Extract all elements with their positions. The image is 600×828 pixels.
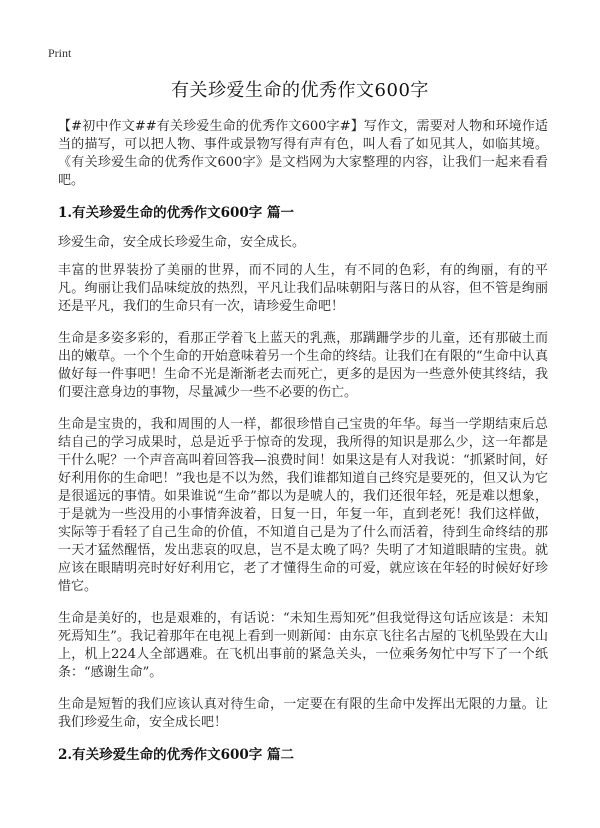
paragraph: 珍爱生命，安全成长珍爱生命，安全成长。 bbox=[58, 235, 306, 250]
print-link[interactable]: Print bbox=[48, 46, 72, 60]
page-title: 有关珍爱生命的优秀作文600字 bbox=[171, 80, 429, 101]
section-heading-1: 1.有关珍爱生命的优秀作文600字 篇一 bbox=[58, 205, 294, 221]
paragraph: 丰富的世界装扮了美丽的世界，而不同的人生，有不同的色彩，有的绚丽，有的平凡。绚丽让我们品味绽放的热烈，平凡让我们品味朝阳与落日的从容，但不管是绚丽还是平凡，我们的生命只有一次，请珍爱生命吧！ bbox=[58, 263, 548, 314]
paragraph: 生命是美好的，也是艰难的，有话说：“未知生焉知死”但我觉得这句话应该是：未知死焉知生”。我记着那年在电视上看到一则新闻：由东京飞往名古屋的飞机坠毁在大山上，机上224人全部遇难。在飞机出事前的紧急关头，一位乘务匆忙中写下了一个纸条：“感谢生命”。 bbox=[58, 611, 548, 680]
intro-paragraph: 【#初中作文##有关珍爱生命的优秀作文600字#】写作文，需要对人物和环境作适当的描写，可以把人物、事件或景物写得有声有色，叫人看了如见其人，如临其境。《有关珍爱生命的优秀作文600字》是文档网为大家整理的内容，让我们一起来看看吧。 bbox=[58, 119, 548, 188]
paragraph: 生命是宝贵的，我和周围的人一样，都很珍惜自己宝贵的年华。每当一学期结束后总结自己的学习成果时，总是近乎于惊奇的发现，我所得的知识是那么少，这一年都是干什么呢？一个声音高叫着回答我—浪费时间！如果这是有人对我说：“抓紧时间，好好利用你的生命吧！”我也是不以为然，我们谁都知道自己终究是要死的，但又认为它是很遥远的事情。如果谁说“生命”都以为是唬人的，我们还很年轻，死是难以想象，于是就为一些没用的小事情奔波着，日复一日，年复一年，直到老死！我们这样做，实际等于看轻了自己生命的价值，不知道自己是为了什么而活着，待到生命终结的那一天才猛然醒悟，发出悲哀的叹息，岂不是太晚了吗？失明了才知道眼睛的宝贵。就应该在眼睛明亮时好好利用它，老了才懂得生命的可爱，就应该在年轻的时候好好珍惜它。 bbox=[58, 417, 548, 594]
article-body bbox=[58, 118, 548, 776]
section-heading-2: 2.有关珍爱生命的优秀作文600字 篇二 bbox=[58, 747, 294, 763]
paragraph: 生命是短暂的我们应该认真对待生命，一定要在有限的生命中发挥出无限的力量。让我们珍爱生命，安全成长吧！ bbox=[58, 697, 548, 730]
paragraph: 生命是多姿多彩的，看那正学着飞上蓝天的乳燕，那蹒跚学步的儿童，还有那破土而出的嫩草。一个个生命的开始意味着另一个生命的终结。让我们在有限的“生命中认真做好每一件事吧！生命不光是渐渐老去而死亡，更多的是因为一些意外使其终结，我们要注意身边的事物，尽量减少一些不必要的伤亡。 bbox=[58, 331, 548, 400]
